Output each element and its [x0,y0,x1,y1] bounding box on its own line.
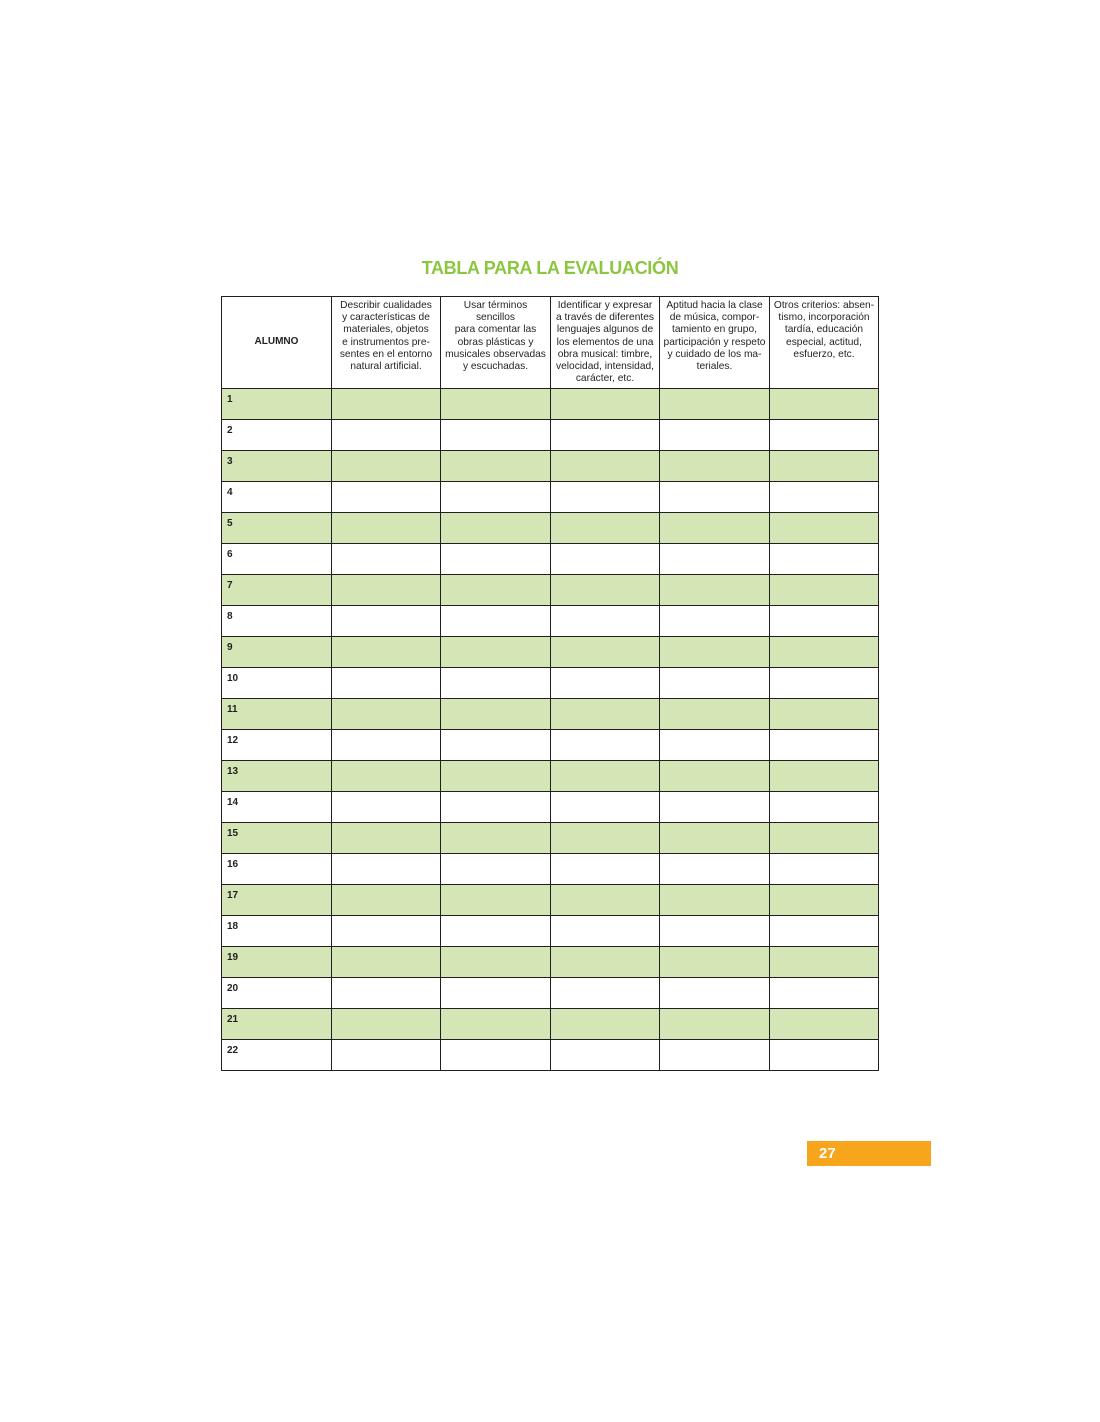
evaluation-cell[interactable] [332,761,441,792]
evaluation-cell[interactable] [332,823,441,854]
criterion-header-line: Otros criterios: absen- [773,300,875,311]
criterion-header-line: Identificar y expresar [557,300,653,311]
student-number-cell: 13 [222,761,332,792]
criterion-header-line: teriales. [696,361,733,373]
evaluation-cell[interactable] [660,823,770,854]
evaluation-cell[interactable] [551,792,660,823]
evaluation-table [221,296,879,1071]
evaluation-cell[interactable] [332,606,441,637]
column-header-criterion [660,297,770,389]
student-number-cell: 16 [222,854,332,885]
table-row [222,637,879,668]
table-row [222,668,879,699]
student-number-cell: 3 [222,451,332,482]
table-body [222,389,879,1071]
evaluation-cell[interactable] [332,947,441,978]
evaluation-cell[interactable] [332,978,441,1009]
student-number-cell: 5 [222,513,332,544]
table-row [222,699,879,730]
evaluation-cell[interactable] [332,854,441,885]
evaluation-cell[interactable] [551,1009,660,1040]
evaluation-cell[interactable] [551,1040,660,1071]
student-number-cell: 22 [222,1040,332,1071]
evaluation-cell[interactable] [770,544,879,575]
evaluation-cell[interactable] [770,854,879,885]
criterion-header-line: velocidad, intensidad, [556,361,654,373]
evaluation-cell[interactable] [441,451,551,482]
evaluation-cell[interactable] [770,761,879,792]
evaluation-cell[interactable] [332,668,441,699]
criterion-header-line: especial, actitud, [786,336,862,348]
criterion-header-line: sentes en el entorno [339,348,433,360]
criterion-header-line: para comentar las [454,324,537,336]
evaluation-cell[interactable] [441,761,551,792]
student-number-cell: 8 [222,606,332,637]
evaluation-cell[interactable] [441,823,551,854]
student-number-cell: 1 [222,389,332,420]
evaluation-cell[interactable] [660,699,770,730]
criterion-header-line: Aptitud hacia la clase [666,300,763,311]
criterion-header-line: musicales observadas [445,348,546,360]
evaluation-cell[interactable] [660,513,770,544]
evaluation-cell[interactable] [441,947,551,978]
criterion-header-text [444,300,547,373]
evaluation-cell[interactable] [660,420,770,451]
evaluation-cell[interactable] [441,916,551,947]
evaluation-cell[interactable] [332,916,441,947]
evaluation-cell[interactable] [441,513,551,544]
evaluation-cell[interactable] [441,575,551,606]
table-row [222,761,879,792]
evaluation-cell[interactable] [770,575,879,606]
evaluation-cell[interactable] [332,513,441,544]
evaluation-cell[interactable] [551,916,660,947]
table-row [222,606,879,637]
evaluation-cell[interactable] [332,885,441,916]
evaluation-cell[interactable] [441,668,551,699]
criterion-header-line: lenguajes algunos de [556,324,654,336]
table-row [222,451,879,482]
evaluation-cell[interactable] [770,420,879,451]
evaluation-cell[interactable] [660,978,770,1009]
student-number-cell: 21 [222,1009,332,1040]
evaluation-cell[interactable] [770,606,879,637]
criterion-header-line: materiales, objetos [343,324,429,336]
evaluation-cell[interactable] [551,420,660,451]
criterion-header-line: y características de [342,312,430,324]
criterion-header-line: tardía, educación [784,324,864,336]
criterion-header-line: los elementos de una [556,336,654,348]
table-row [222,389,879,420]
student-number-cell: 18 [222,916,332,947]
criterion-header-line: tismo, incorporación [778,312,870,324]
evaluation-cell[interactable] [660,730,770,761]
table-row [222,1009,879,1040]
criterion-header-line: esfuerzo, etc. [793,348,855,360]
evaluation-cell[interactable] [441,606,551,637]
evaluation-cell[interactable] [660,389,770,420]
evaluation-cell[interactable] [660,482,770,513]
evaluation-cell[interactable] [660,544,770,575]
evaluation-cell[interactable] [770,730,879,761]
evaluation-cell[interactable] [660,575,770,606]
evaluation-cell[interactable] [770,885,879,916]
table-row [222,916,879,947]
column-header-criterion [770,297,879,389]
evaluation-cell[interactable] [770,482,879,513]
table-row [222,513,879,544]
evaluation-cell[interactable] [660,885,770,916]
evaluation-cell[interactable] [332,389,441,420]
student-number-cell: 19 [222,947,332,978]
evaluation-cell[interactable] [770,389,879,420]
criterion-header-line: Describir cualidades [340,300,432,311]
evaluation-cell[interactable] [551,761,660,792]
criterion-header-line: a través de diferentes [556,312,654,324]
evaluation-cell[interactable] [660,1009,770,1040]
evaluation-cell[interactable] [770,1009,879,1040]
column-header-criterion [332,297,441,389]
page-number-badge: 27 [807,1141,931,1166]
evaluation-cell[interactable] [551,854,660,885]
table-row [222,823,879,854]
table-row [222,947,879,978]
evaluation-cell[interactable] [660,792,770,823]
evaluation-cell[interactable] [441,389,551,420]
table-row [222,420,879,451]
table-row [222,1040,879,1071]
criterion-header-line: obras plásticas y [457,336,534,348]
criterion-header-line: e instrumentos pre- [342,336,430,348]
evaluation-cell[interactable] [441,544,551,575]
evaluation-cell[interactable] [551,544,660,575]
evaluation-cell[interactable] [441,482,551,513]
evaluation-cell[interactable] [332,699,441,730]
criterion-header-line: Usar términos sencillos [463,300,528,324]
evaluation-cell[interactable] [660,761,770,792]
evaluation-cell[interactable] [551,978,660,1009]
student-number-cell: 7 [222,575,332,606]
evaluation-cell[interactable] [551,482,660,513]
evaluation-cell[interactable] [332,451,441,482]
evaluation-cell[interactable] [332,420,441,451]
evaluation-cell[interactable] [441,854,551,885]
student-number-cell: 6 [222,544,332,575]
page-title: TABLA PARA LA EVALUACIÓN [421,258,679,278]
criterion-header-text [773,300,875,361]
table-header-row [222,297,879,389]
student-number-cell: 4 [222,482,332,513]
evaluation-cell[interactable] [551,730,660,761]
evaluation-cell[interactable] [551,637,660,668]
evaluation-cell[interactable] [660,1040,770,1071]
column-header-criterion [551,297,660,389]
evaluation-cell[interactable] [770,637,879,668]
table-row [222,885,879,916]
table-row [222,575,879,606]
criterion-header-text [554,300,656,385]
criterion-header-line: y escuchadas. [462,361,529,373]
evaluation-cell[interactable] [770,668,879,699]
student-number-cell: 10 [222,668,332,699]
evaluation-cell[interactable] [660,606,770,637]
student-number-cell: 17 [222,885,332,916]
evaluation-cell[interactable] [660,916,770,947]
evaluation-cell[interactable] [660,668,770,699]
evaluation-cell[interactable] [770,916,879,947]
evaluation-cell[interactable] [551,513,660,544]
evaluation-cell[interactable] [551,947,660,978]
column-header-criterion [441,297,551,389]
evaluation-cell[interactable] [551,451,660,482]
table-row [222,854,879,885]
evaluation-cell[interactable] [332,792,441,823]
evaluation-cell[interactable] [770,513,879,544]
student-number-cell: 12 [222,730,332,761]
column-header-alumno: ALUMNO [222,297,332,389]
evaluation-cell[interactable] [770,792,879,823]
evaluation-cell[interactable] [332,482,441,513]
evaluation-cell[interactable] [660,947,770,978]
student-number-cell: 2 [222,420,332,451]
criterion-header-text [663,300,766,373]
table-row [222,792,879,823]
evaluation-cell[interactable] [551,823,660,854]
evaluation-cell[interactable] [770,1040,879,1071]
criterion-header-line: obra musical: timbre, [557,348,653,360]
evaluation-cell[interactable] [441,637,551,668]
table-row [222,730,879,761]
table-row [222,482,879,513]
evaluation-cell[interactable] [332,544,441,575]
evaluation-cell[interactable] [660,637,770,668]
evaluation-cell[interactable] [441,420,551,451]
evaluation-cell[interactable] [551,885,660,916]
evaluation-cell[interactable] [770,823,879,854]
evaluation-cell[interactable] [332,1040,441,1071]
criterion-header-line: y cuidado de los ma- [667,348,762,360]
evaluation-cell[interactable] [441,699,551,730]
evaluation-cell[interactable] [441,885,551,916]
evaluation-cell[interactable] [332,1009,441,1040]
evaluation-cell[interactable] [441,1009,551,1040]
evaluation-cell[interactable] [332,637,441,668]
criterion-header-line: participación y respeto [663,336,766,348]
criterion-header-line: tamiento en grupo, [672,324,757,336]
evaluation-cell[interactable] [770,947,879,978]
evaluation-cell[interactable] [770,699,879,730]
evaluation-cell[interactable] [660,854,770,885]
evaluation-cell[interactable] [660,451,770,482]
evaluation-cell[interactable] [551,668,660,699]
evaluation-cell[interactable] [332,730,441,761]
table-row [222,978,879,1009]
evaluation-cell[interactable] [441,978,551,1009]
evaluation-cell[interactable] [332,575,441,606]
student-number-cell: 9 [222,637,332,668]
criterion-header-line: de música, compor- [669,312,760,324]
criterion-header-line: natural artificial. [350,361,422,373]
evaluation-cell[interactable] [441,1040,551,1071]
evaluation-cell[interactable] [441,792,551,823]
evaluation-cell[interactable] [551,606,660,637]
evaluation-cell[interactable] [770,451,879,482]
evaluation-cell[interactable] [551,575,660,606]
criterion-header-line: carácter, etc. [575,373,635,385]
evaluation-cell[interactable] [441,730,551,761]
student-number-cell: 15 [222,823,332,854]
criterion-header-text [335,300,437,373]
evaluation-cell[interactable] [551,389,660,420]
evaluation-cell[interactable] [551,699,660,730]
student-number-cell: 14 [222,792,332,823]
student-number-cell: 11 [222,699,332,730]
evaluation-cell[interactable] [770,978,879,1009]
student-number-cell: 20 [222,978,332,1009]
table-row [222,544,879,575]
